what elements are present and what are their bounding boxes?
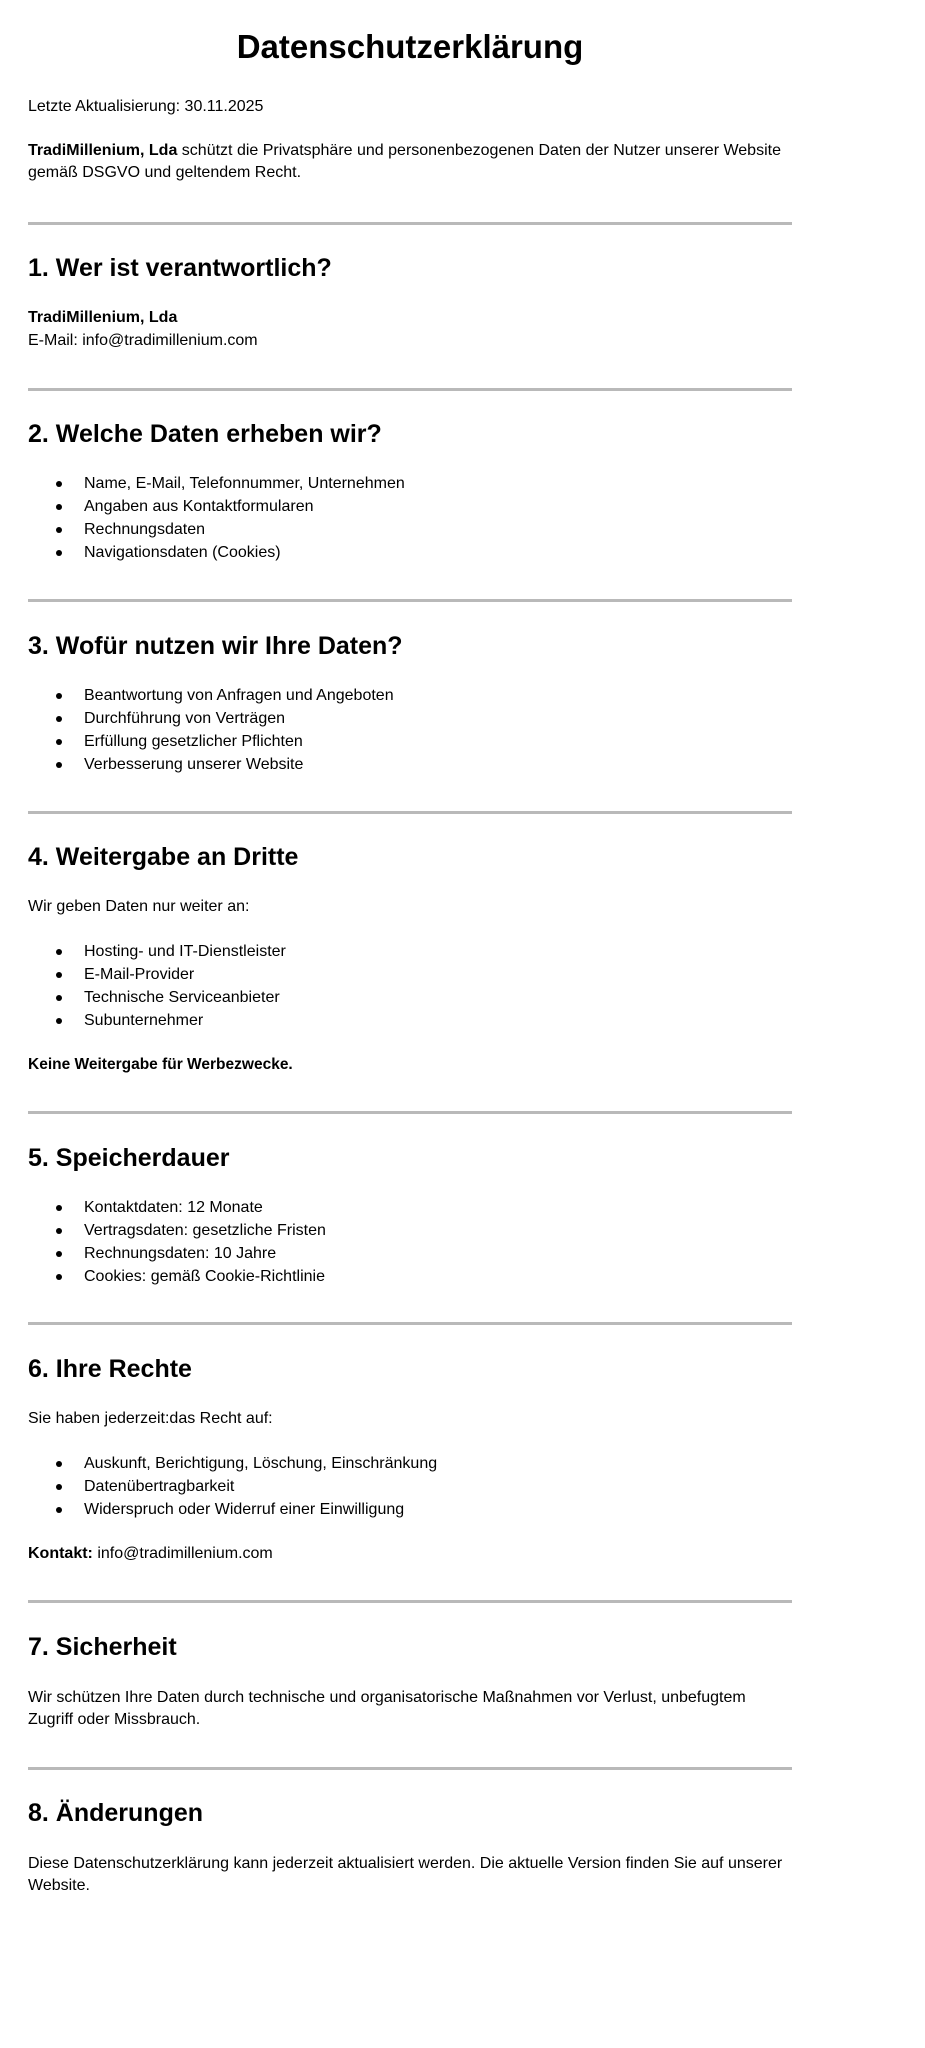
contact-label: Kontakt: xyxy=(28,1545,93,1562)
list-item xyxy=(28,963,286,986)
list-item-text: Verbesserung unserer Website xyxy=(84,756,304,773)
list-item xyxy=(28,753,394,776)
list-item xyxy=(28,986,286,1009)
divider xyxy=(28,599,792,602)
divider xyxy=(28,811,792,814)
bullet-icon xyxy=(56,995,62,1001)
bullet-icon xyxy=(56,1274,62,1280)
bullet-icon xyxy=(56,1251,62,1257)
section-heading: 8. Änderungen xyxy=(28,1799,204,1827)
bullet-icon xyxy=(56,949,62,955)
page-title: Datenschutzerklärung xyxy=(236,28,584,65)
list-item-text: Hosting- und IT-Dienstleister xyxy=(84,943,286,960)
bullet-icon xyxy=(56,762,62,768)
divider xyxy=(28,222,792,225)
section-heading: 7. Sicherheit xyxy=(28,1633,177,1661)
bullet-icon xyxy=(56,1484,62,1490)
intro-company: TradiMillenium, Lda xyxy=(28,142,178,159)
last-updated: Letzte Aktualisierung: 30.11.2025 xyxy=(28,98,264,115)
list-item-text: Navigationsdaten (Cookies) xyxy=(84,544,281,561)
bullet-icon xyxy=(56,1461,62,1467)
section-heading: 6. Ihre Rechte xyxy=(28,1355,192,1383)
list-item xyxy=(28,541,405,564)
list-item xyxy=(28,730,394,753)
retention-list xyxy=(28,1196,326,1288)
list-item-text: Durchführung von Verträgen xyxy=(84,710,286,727)
list-item xyxy=(28,707,394,730)
list-item xyxy=(28,684,394,707)
bullet-icon xyxy=(56,1507,62,1513)
divider xyxy=(28,1322,792,1325)
list-item-text: Beantwortung von Anfragen und Angeboten xyxy=(84,687,394,704)
intro-paragraph xyxy=(28,140,788,184)
list-item xyxy=(28,940,286,963)
rights-list xyxy=(28,1452,437,1521)
list-item xyxy=(28,1452,437,1475)
list-item-text: Name, E-Mail, Telefonnummer, Unternehmen xyxy=(84,475,405,492)
list-item-text: E-Mail-Provider xyxy=(84,966,195,983)
list-item-text: Auskunft, Berichtigung, Löschung, Einschränkung xyxy=(84,1455,438,1472)
list-item-text: Rechnungsdaten: 10 Jahre xyxy=(84,1245,277,1262)
divider xyxy=(28,1600,792,1603)
list-item-text: Subunternehmer xyxy=(84,1012,204,1029)
list-item xyxy=(28,1196,326,1219)
divider xyxy=(28,388,792,391)
bullet-icon xyxy=(56,504,62,510)
list-item-text: Angaben aus Kontaktformularen xyxy=(84,498,314,515)
list-item-text: Technische Serviceanbieter xyxy=(84,989,280,1006)
data-usage-list xyxy=(28,684,394,776)
section-intro: Wir geben Daten nur weiter an: xyxy=(28,898,250,915)
list-item xyxy=(28,1219,326,1242)
list-item xyxy=(28,1265,326,1288)
list-item-text: Kontaktdaten: 12 Monate xyxy=(84,1199,263,1216)
list-item xyxy=(28,1475,437,1498)
list-item xyxy=(28,1242,326,1265)
list-item xyxy=(28,518,405,541)
section-heading: 5. Speicherdauer xyxy=(28,1144,230,1172)
section-heading: 1. Wer ist verantwortlich? xyxy=(28,254,332,282)
list-item xyxy=(28,472,405,495)
section-heading: 4. Weitergabe an Dritte xyxy=(28,843,299,871)
bullet-icon xyxy=(56,1018,62,1024)
section-intro: Sie haben jederzeit:das Recht auf: xyxy=(28,1410,273,1427)
bullet-icon xyxy=(56,716,62,722)
section-heading: 2. Welche Daten erheben wir? xyxy=(28,420,382,448)
list-item-text: Cookies: gemäß Cookie-Richtlinie xyxy=(84,1268,325,1285)
responsible-company: TradiMillenium, Lda xyxy=(28,309,178,326)
data-collected-list xyxy=(28,472,405,564)
bullet-icon xyxy=(56,481,62,487)
list-item-text: Widerspruch oder Widerruf einer Einwilligung xyxy=(84,1501,405,1518)
list-item xyxy=(28,1009,286,1032)
bullet-icon xyxy=(56,1205,62,1211)
no-advertising-note: Keine Weitergabe für Werbezwecke. xyxy=(28,1056,293,1073)
bullet-icon xyxy=(56,527,62,533)
contact-line xyxy=(28,1543,788,1565)
security-paragraph: Wir schützen Ihre Daten durch technische und organisatorische Maßnahmen vor Verlust, unbefugtem Zugriff oder Missbrauch. xyxy=(28,1689,746,1728)
bullet-icon xyxy=(56,550,62,556)
changes-paragraph: Diese Datenschutzerklärung kann jederzeit aktualisiert werden. Die aktuelle Version finden Sie auf unserer Website. xyxy=(28,1855,783,1894)
bullet-icon xyxy=(56,693,62,699)
contact-email: info@tradimillenium.com xyxy=(92,1545,273,1562)
divider xyxy=(28,1111,792,1114)
list-item-text: Erfüllung gesetzlicher Pflichten xyxy=(84,733,303,750)
bullet-icon xyxy=(56,739,62,745)
third-party-list xyxy=(28,940,286,1032)
divider xyxy=(28,1767,792,1770)
list-item-text: Rechnungsdaten xyxy=(84,521,205,538)
list-item-text: Datenübertragbarkeit xyxy=(84,1478,235,1495)
intro-text: schützt die Privatsphäre und personenbezogenen Daten der Nutzer unserer Website gemäß DSGVO und geltendem Recht. xyxy=(28,142,781,181)
responsible-email: E-Mail: info@tradimillenium.com xyxy=(28,332,258,349)
section-heading: 3. Wofür nutzen wir Ihre Daten? xyxy=(28,632,403,660)
list-item xyxy=(28,1498,437,1521)
bullet-icon xyxy=(56,1228,62,1234)
bullet-icon xyxy=(56,972,62,978)
list-item-text: Vertragsdaten: gesetzliche Fristen xyxy=(84,1222,326,1239)
list-item xyxy=(28,495,405,518)
